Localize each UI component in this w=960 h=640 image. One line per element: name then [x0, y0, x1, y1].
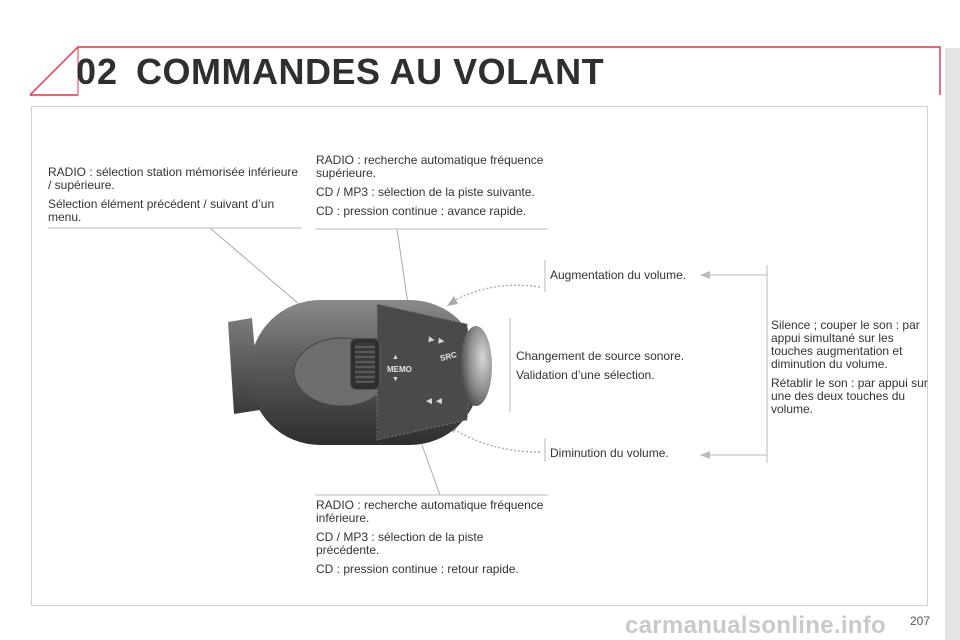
label-paragraph: Rétablir le son : par appui sur une des deux touches du volume.	[771, 376, 928, 416]
memo-thumbwheel[interactable]	[350, 338, 380, 390]
volume-down-button[interactable]	[400, 392, 455, 418]
label-volume-down: Diminution du volume.	[550, 446, 669, 460]
label-paragraph: CD / MP3 : sélection de la piste suivante.	[316, 185, 535, 199]
label-mute	[771, 319, 931, 422]
src-button-label: SRC	[439, 349, 458, 364]
label-paragraph: Changement de source sonore.	[516, 349, 685, 363]
label-volume-up: Augmentation du volume.	[550, 268, 687, 282]
page-title: COMMANDES AU VOLANT	[136, 51, 605, 92]
label-paragraph: CD : pression continue : avance rapide.	[316, 204, 527, 218]
down-arrow-icon: ▼	[392, 376, 399, 383]
up-arrow-icon: ▲	[392, 354, 399, 361]
label-paragraph: RADIO : recherche automatique fréquence supérieure.	[316, 153, 544, 180]
label-seek-down	[316, 499, 548, 582]
label-paragraph: CD : pression continue : retour rapide.	[316, 562, 519, 576]
fast-forward-icon: ►►	[426, 333, 448, 348]
memo-button-label: MEMO	[387, 365, 412, 374]
label-paragraph: Sélection élément précédent / suivant d’un menu.	[48, 197, 275, 224]
label-seek-up	[316, 154, 548, 224]
label-paragraph: RADIO : recherche automatique fréquence inférieure.	[316, 498, 544, 525]
label-preset-selection	[48, 166, 303, 230]
src-button[interactable]	[456, 324, 492, 408]
label-paragraph: RADIO : sélection station mémorisée inférieure / supérieure.	[48, 165, 299, 192]
label-paragraph: Validation d’une sélection.	[516, 368, 655, 382]
page-number: 207	[909, 614, 930, 628]
watermark: carmanualsonline.info	[625, 612, 887, 639]
chapter-number: 02	[76, 51, 119, 92]
label-paragraph: CD / MP3 : sélection de la piste précédente.	[316, 530, 484, 557]
label-paragraph: Silence ; couper le son : par appui simultané sur les touches augmentation et diminution du volume.	[771, 318, 920, 371]
rewind-icon: ◄◄	[424, 396, 444, 407]
label-source	[516, 350, 716, 388]
